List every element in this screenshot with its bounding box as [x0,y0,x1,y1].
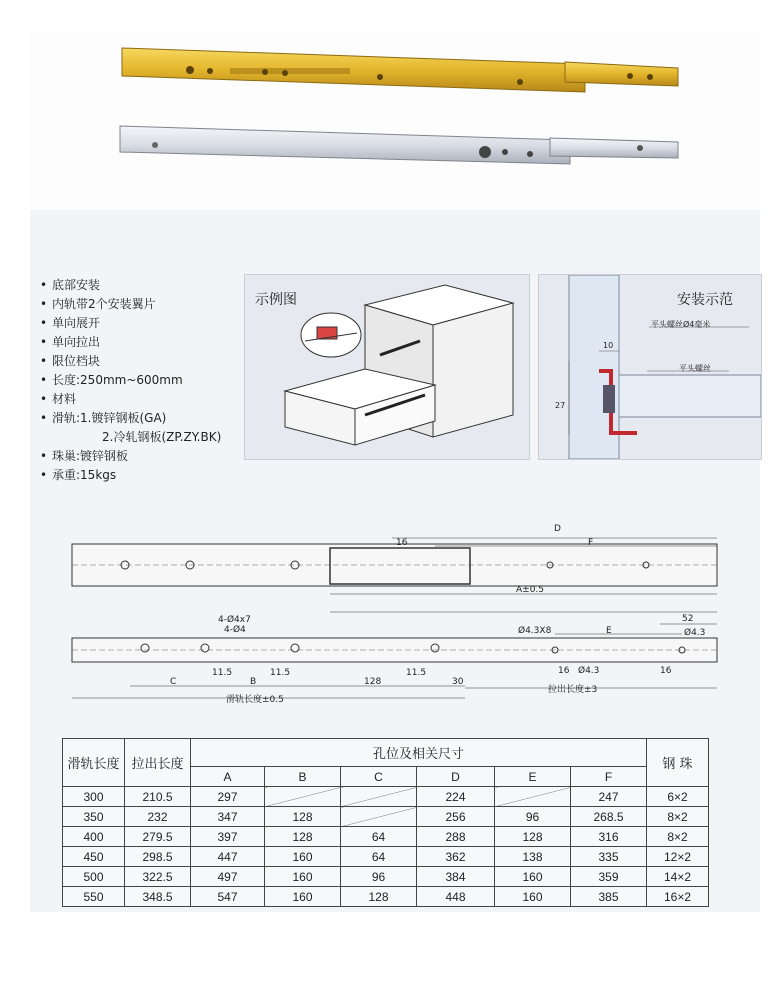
cell: 160 [265,887,341,907]
table-row [63,807,709,827]
pull-length-label: 拉出长度±3 [548,685,598,695]
hole-label-1: 4-Ø4x7 [218,615,251,625]
list-item-sub: 2.冷轧钢板(ZP.ZY.BK) [102,430,222,444]
cell: 232 [125,807,191,827]
header-holes: 孔位及相关尺寸 [191,739,647,767]
cell: 359 [571,867,647,887]
technical-drawing [30,508,760,722]
cell: 322.5 [125,867,191,887]
table-row [63,887,709,907]
dim-D: D [554,524,561,534]
cell: 298.5 [125,847,191,867]
cell: 64 [341,827,417,847]
cell: 128 [495,827,571,847]
subheader-C: C [341,767,417,787]
rail-length-label: 滑轨长度±0.5 [226,695,284,705]
cell: 347 [191,807,265,827]
cell: 362 [417,847,495,867]
cell: 268.5 [571,807,647,827]
list-item: • 滑轨:1.镀锌钢板(GA) [40,409,221,428]
cell: 247 [571,787,647,807]
cell: 256 [417,807,495,827]
cell: 448 [417,887,495,907]
list-item: • 材料 [40,390,221,409]
cell: 350 [63,807,125,827]
cell: 447 [191,847,265,867]
cell: 550 [63,887,125,907]
header-rail-length: 滑轨长度 [63,739,125,787]
dim-C: C [170,677,177,687]
install-panel-title: 安装示范 [677,292,733,308]
cell: 14×2 [647,867,709,887]
dim-128: 128 [364,677,382,687]
dim-115b: 11.5 [270,668,291,678]
table-row [63,847,709,867]
cell: 316 [571,827,647,847]
cell: 6×2 [647,787,709,807]
cell: 288 [417,827,495,847]
example-panel-title: 示例图 [255,292,297,308]
subheader-E: E [495,767,571,787]
example-panel [244,274,530,460]
dim-27: 27 [555,401,566,410]
dim-115c: 11.5 [406,668,427,678]
cell: 128 [341,887,417,907]
subheader-F: F [571,767,647,787]
list-item: • 内轨带2个安装翼片 [40,295,221,314]
dim-E: E [606,626,612,636]
screw-label-2: 平头螺丝 [679,364,711,373]
product-photo [30,30,760,210]
spec-table [62,738,709,907]
dim-F: F [588,538,594,548]
hole-label-2: 4-Ø4 [224,625,246,635]
cell-empty [265,787,341,807]
cell: 348.5 [125,887,191,907]
header-pull-length: 拉出长度 [125,739,191,787]
list-item: • 限位档块 [40,352,221,371]
header-balls: 钢 珠 [647,739,709,787]
table-row [63,827,709,847]
cell: 160 [265,847,341,867]
dim-30: 30 [452,677,464,687]
cell: 397 [191,827,265,847]
cell: 128 [265,807,341,827]
dim-43b: Ø4.3 [578,666,600,676]
dim-10: 10 [603,341,614,350]
cell: 8×2 [647,807,709,827]
dim-16a: 16 [558,666,570,676]
cell: 12×2 [647,847,709,867]
subheader-A: A [191,767,265,787]
drawer-illustration [245,275,529,459]
cell: 300 [63,787,125,807]
cell: 64 [341,847,417,867]
cell: 160 [265,867,341,887]
table-row [63,787,709,807]
cell: 335 [571,847,647,867]
cell: 279.5 [125,827,191,847]
cell: 224 [417,787,495,807]
list-item: • 底部安装 [40,276,221,295]
cell: 547 [191,887,265,907]
cell: 128 [265,827,341,847]
screw-label-1: 平头螺丝Ø4毫米 [651,320,711,329]
feature-list [40,276,221,485]
cell-empty [341,807,417,827]
cell: 400 [63,827,125,847]
dim-16-top: 16 [396,538,408,548]
cell: 96 [341,867,417,887]
list-item: • 单向展开 [40,314,221,333]
dim-52: 52 [682,614,694,624]
cell: 210.5 [125,787,191,807]
cell: 500 [63,867,125,887]
cell: 96 [495,807,571,827]
dim-B: B [250,677,257,687]
list-item: • 珠巢:镀锌钢板 [40,447,221,466]
cell: 450 [63,847,125,867]
table-row [63,867,709,887]
cell: 384 [417,867,495,887]
cell: 497 [191,867,265,887]
subheader-D: D [417,767,495,787]
cell-empty [341,787,417,807]
list-item: • 承重:15kgs [40,466,221,485]
cell: 160 [495,887,571,907]
cell: 385 [571,887,647,907]
cell: 160 [495,867,571,887]
cell-empty [495,787,571,807]
dim-16b: 16 [660,666,672,676]
cell: 297 [191,787,265,807]
dim-115a: 11.5 [212,668,233,678]
dim-43a: Ø4.3 [684,628,706,638]
list-item: • 单向拉出 [40,333,221,352]
cell: 138 [495,847,571,867]
install-diagram [539,275,761,459]
cell: 16×2 [647,887,709,907]
slot-label: Ø4.3X8 [518,626,552,636]
cell: 8×2 [647,827,709,847]
install-panel [538,274,762,460]
subheader-B: B [265,767,341,787]
dim-A: A±0.5 [516,585,545,595]
list-item: • 长度:250mm~600mm [40,371,221,390]
